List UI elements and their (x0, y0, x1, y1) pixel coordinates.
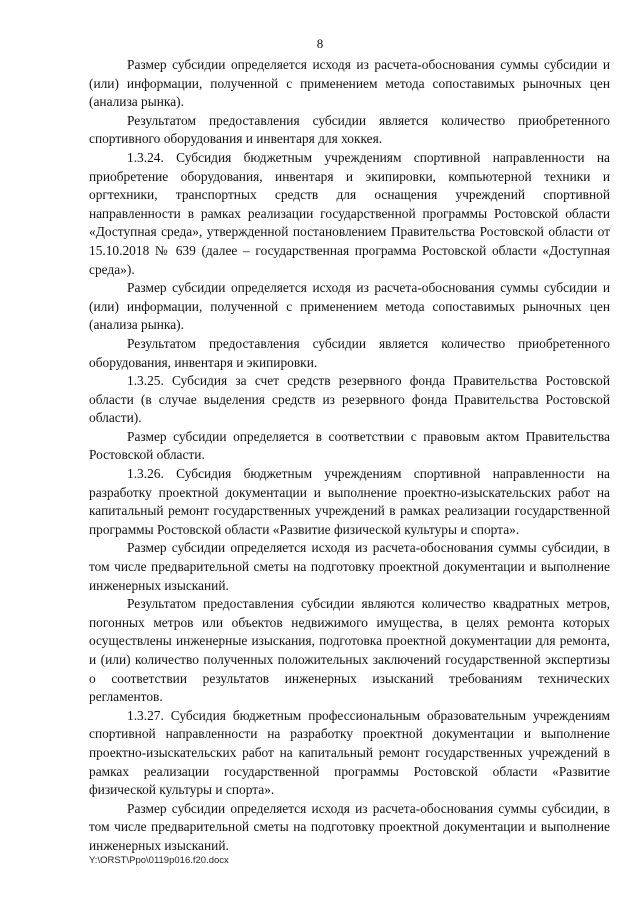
paragraph: Размер субсидии определяется исходя из расчета-обоснования суммы субсидии и (или) информации, полученной с применением метода сопоставимых рыночных цен (анализа рынка). (89, 57, 610, 110)
paragraph: 1.3.25. Субсидия за счет средств резервного фонда Правительства Ростовской области (в случае выделения средств из резервного фонда Правительства Ростовской области). (89, 373, 610, 426)
paragraph: Результатом предоставления субсидии является количество приобретенного спортивного оборудования и инвентаря для хоккея. (89, 112, 610, 147)
paragraph: Размер субсидии определяется исходя из расчета-обоснования суммы субсидии, в том числе предварительной сметы на подготовку проектной документации и выполнение инженерных изысканий. (89, 540, 610, 593)
paragraph: Размер субсидии определяется в соответствии с правовым актом Правительства Ростовской области. (89, 428, 610, 463)
paragraph: 1.3.26. Субсидия бюджетным учреждениям спортивной направленности на разработку проектной документации и выполнение проектно-изыскательских работ на капитальный ремонт государственных учреждений в рамках реализации государственной программы Ростовской области «Развитие физической культуры и спорта». (89, 466, 610, 537)
document-body (89, 56, 610, 856)
paragraph: Результатом предоставления субсидии является количество приобретенного оборудования, инвентаря и экипировки. (89, 335, 610, 370)
paragraph: Размер субсидии определяется исходя из расчета-обоснования суммы субсидии и (или) информации, полученной с применением метода сопоставимых рыночных цен (анализа рынка). (89, 280, 610, 333)
paragraph: 1.3.24. Субсидия бюджетным учреждениям спортивной направленности на приобретение оборудования, инвентаря и экипировки, компьютерной техники и оргтехники, транспортных средств для оснащения учреждений спортивной направленности в рамках реализации государственной программы Ростовской области «Доступная среда», утвержденной постановлением Правительства Ростовской области от 15.10.2018 № 639 (далее – государственная программа Ростовской области «Доступная среда»). (89, 149, 610, 277)
footer-file-path: Y:\ORST\Ppo\0119p016.f20.docx (89, 855, 229, 866)
paragraph: 1.3.27. Субсидия бюджетным профессиональным образовательным учреждениям спортивной направленности на разработку проектной документации и выполнение проектно-изыскательских работ на капитальный ремонт государственных учреждений в рамках реализации государственной программы Ростовской области «Развитие физической культуры и спорта». (89, 707, 610, 798)
page-number: 8 (316, 36, 324, 51)
paragraph: Размер субсидии определяется исходя из расчета-обоснования суммы субсидии, в том числе предварительной сметы на подготовку проектной документации и выполнение инженерных изысканий. (89, 800, 610, 853)
paragraph: Результатом предоставления субсидии являются количество квадратных метров, погонных метров или объектов недвижимого имущества, в целях ремонта которых осуществлены инженерные изыскания, подготовка проектной документации для ремонта, и (или) количество полученных положительных заключений государственной экспертизы о соответствии результатов инженерных изысканий требованиям технических регламентов. (89, 596, 610, 705)
